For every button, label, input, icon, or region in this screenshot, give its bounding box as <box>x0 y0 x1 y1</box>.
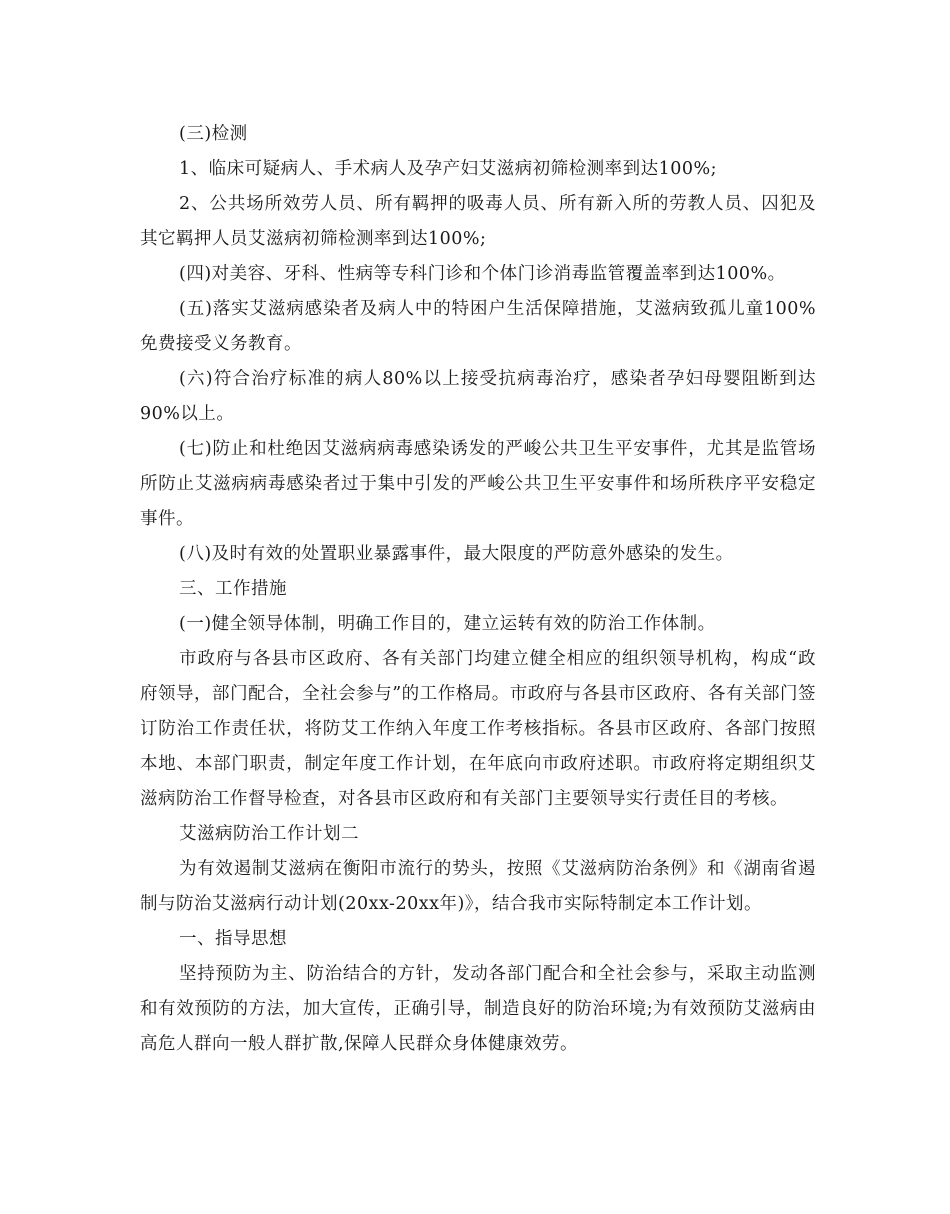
paragraph-section-6: (六)符合治疗标准的病人80%以上接受抗病毒治疗，感染者孕妇母婴阻断到达90%以上。 <box>140 369 816 424</box>
paragraph-section-8: (八)及时有效的处置职业暴露事件，最大限度的严防意外感染的发生。 <box>179 544 734 564</box>
paragraph-section-5: (五)落实艾滋病感染者及病人中的特困户生活保障措施，艾滋病致孤儿童100%免费接受义务教育。 <box>140 299 816 354</box>
paragraph-item-2: 2、公共场所效劳人员、所有羁押的吸毒人员、所有新入所的劳教人员、囚犯及其它羁押人员艾滋病初筛检测率到达100%; <box>140 194 816 249</box>
paragraph-guiding-ideology: 坚持预防为主、防治结合的方针，发动各部门配合和全社会参与，采取主动监测和有效预防的方法，加大宣传，正确引导，制造良好的防治环境;为有效预防艾滋病由高危人群向一般人群扩散,保障人民群众身体健康效劳。 <box>140 964 816 1054</box>
heading-plan-two: 艾滋病防治工作计划二 <box>179 824 359 844</box>
paragraph-government-leadership: 市政府与各县市区政府、各有关部门均建立健全相应的组织领导机构，构成“政府领导，部门配合，全社会参与”的工作格局。市政府与各县市区政府、各有关部门签订防治工作责任状，将防艾工作纳入年度工作考核指标。各县市区政府、各部门按照本地、本部门职责，制定年度工作计划，在年底向市政府述职。市政府将定期组织艾滋病防治工作督导检查，对各县市区政府和有关部门主要领导实行责任目的考核。 <box>140 649 816 809</box>
paragraph-section-testing-heading: (三)检测 <box>179 124 248 144</box>
paragraph-section-4: (四)对美容、牙科、性病等专科门诊和个体门诊消毒监管覆盖率到达100%。 <box>179 264 786 284</box>
heading-guiding-ideology: 一、指导思想 <box>179 929 287 949</box>
paragraph-item-1: 1、临床可疑病人、手术病人及孕产妇艾滋病初筛检测率到达100%; <box>179 159 718 179</box>
paragraph-measure-1: (一)健全领导体制，明确工作目的，建立运转有效的防治工作体制。 <box>179 614 716 634</box>
paragraph-plan-intro: 为有效遏制艾滋病在衡阳市流行的势头，按照《艾滋病防治条例》和《湖南省遏制与防治艾滋病行动计划(20xx-20xx年)》，结合我市实际特制定本工作计划。 <box>140 859 816 914</box>
paragraph-section-7: (七)防止和杜绝因艾滋病病毒感染诱发的严峻公共卫生平安事件，尤其是监管场所防止艾滋病病毒感染者过于集中引发的严峻公共卫生平安事件和场所秩序平安稳定事件。 <box>140 439 816 529</box>
heading-work-measures: 三、工作措施 <box>179 579 287 599</box>
document-body <box>140 117 816 1062</box>
